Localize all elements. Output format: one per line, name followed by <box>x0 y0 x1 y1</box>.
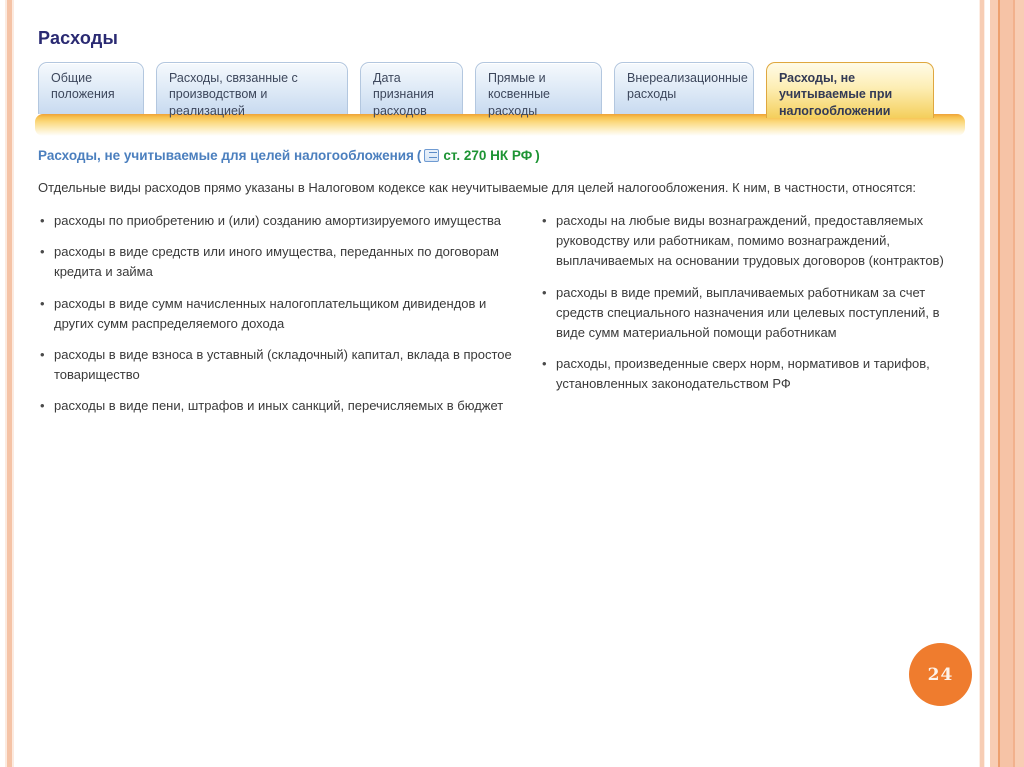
bullet-columns <box>38 211 968 427</box>
tab-label: Дата признания расходов <box>373 71 434 118</box>
list-item: • расходы в виде пени, штрафов и иных санкций, перечисляемых в бюджет <box>38 396 516 416</box>
left-decor-stripe <box>5 0 14 767</box>
intro-text: Отдельные виды расходов прямо указаны в Налоговом кодексе как неучитываемые для целей налогообложения. К ним, в частности, относятся: <box>38 180 917 195</box>
panel-heading-text: Расходы, не учитываемые для целей налогообложения <box>38 148 414 163</box>
list-item: • расходы на любые виды вознаграждений, предоставляемых руководству или работникам, помимо вознаграждений, выплачиваемых на основании трудовых договоров (контрактов) <box>540 211 948 271</box>
tab-label: Прямые и косвенные расходы <box>488 71 551 118</box>
right-decor-stripe-band <box>990 0 1024 767</box>
article-link[interactable] <box>424 148 532 163</box>
article-reference: ст. 270 НК РФ <box>443 148 533 163</box>
right-decor-stripe-thin <box>979 0 985 767</box>
tab-label: Расходы, связанные с производством и реализацией <box>169 71 298 118</box>
page-number-badge <box>909 643 972 706</box>
tab-label: Внереализационные расходы <box>627 71 748 102</box>
panel-heading <box>38 148 968 163</box>
tab-direct-indirect-expenses[interactable] <box>475 62 602 118</box>
slide-body <box>38 28 968 427</box>
tab-general-provisions[interactable] <box>38 62 144 114</box>
tab-expense-recognition-date[interactable] <box>360 62 463 118</box>
list-item: • расходы, произведенные сверх норм, нормативов и тарифов, установленных законодательством РФ <box>540 354 948 394</box>
tab-bar <box>38 62 968 118</box>
tab-label: Общие положения <box>51 71 115 102</box>
list-item: • расходы в виде сумм начисленных налогоплательщиком дивидендов и других сумм распределяемого дохода <box>38 294 516 334</box>
tab-production-sales-expenses[interactable] <box>156 62 348 118</box>
list-item: • расходы по приобретению и (или) созданию амортизируемого имущества <box>38 211 516 231</box>
tab-label: Расходы, не учитываемые при налогообложении <box>779 71 893 118</box>
bullet-list-left <box>38 211 516 427</box>
tab-non-taxable-expenses[interactable] <box>766 62 934 118</box>
page-title: Расходы <box>38 28 119 48</box>
list-item: • расходы в виде средств или иного имущества, переданных по договорам кредита и займа <box>38 242 516 282</box>
paren-open: ( <box>416 148 422 163</box>
bullet-list-right <box>540 211 948 427</box>
tab-non-operating-expenses[interactable] <box>614 62 754 114</box>
list-item: • расходы в виде премий, выплачиваемых работникам за счет средств специального назначения или целевых поступлений, в виде сумм материальной помощи работникам <box>540 283 948 343</box>
tab-panel <box>38 148 968 427</box>
article-document-icon <box>424 149 439 162</box>
list-item: • расходы в виде взноса в уставный (складочный) капитал, вклада в простое товарищество <box>38 345 516 385</box>
paren-close: ) <box>535 148 540 163</box>
page-number: 24 <box>927 664 954 685</box>
